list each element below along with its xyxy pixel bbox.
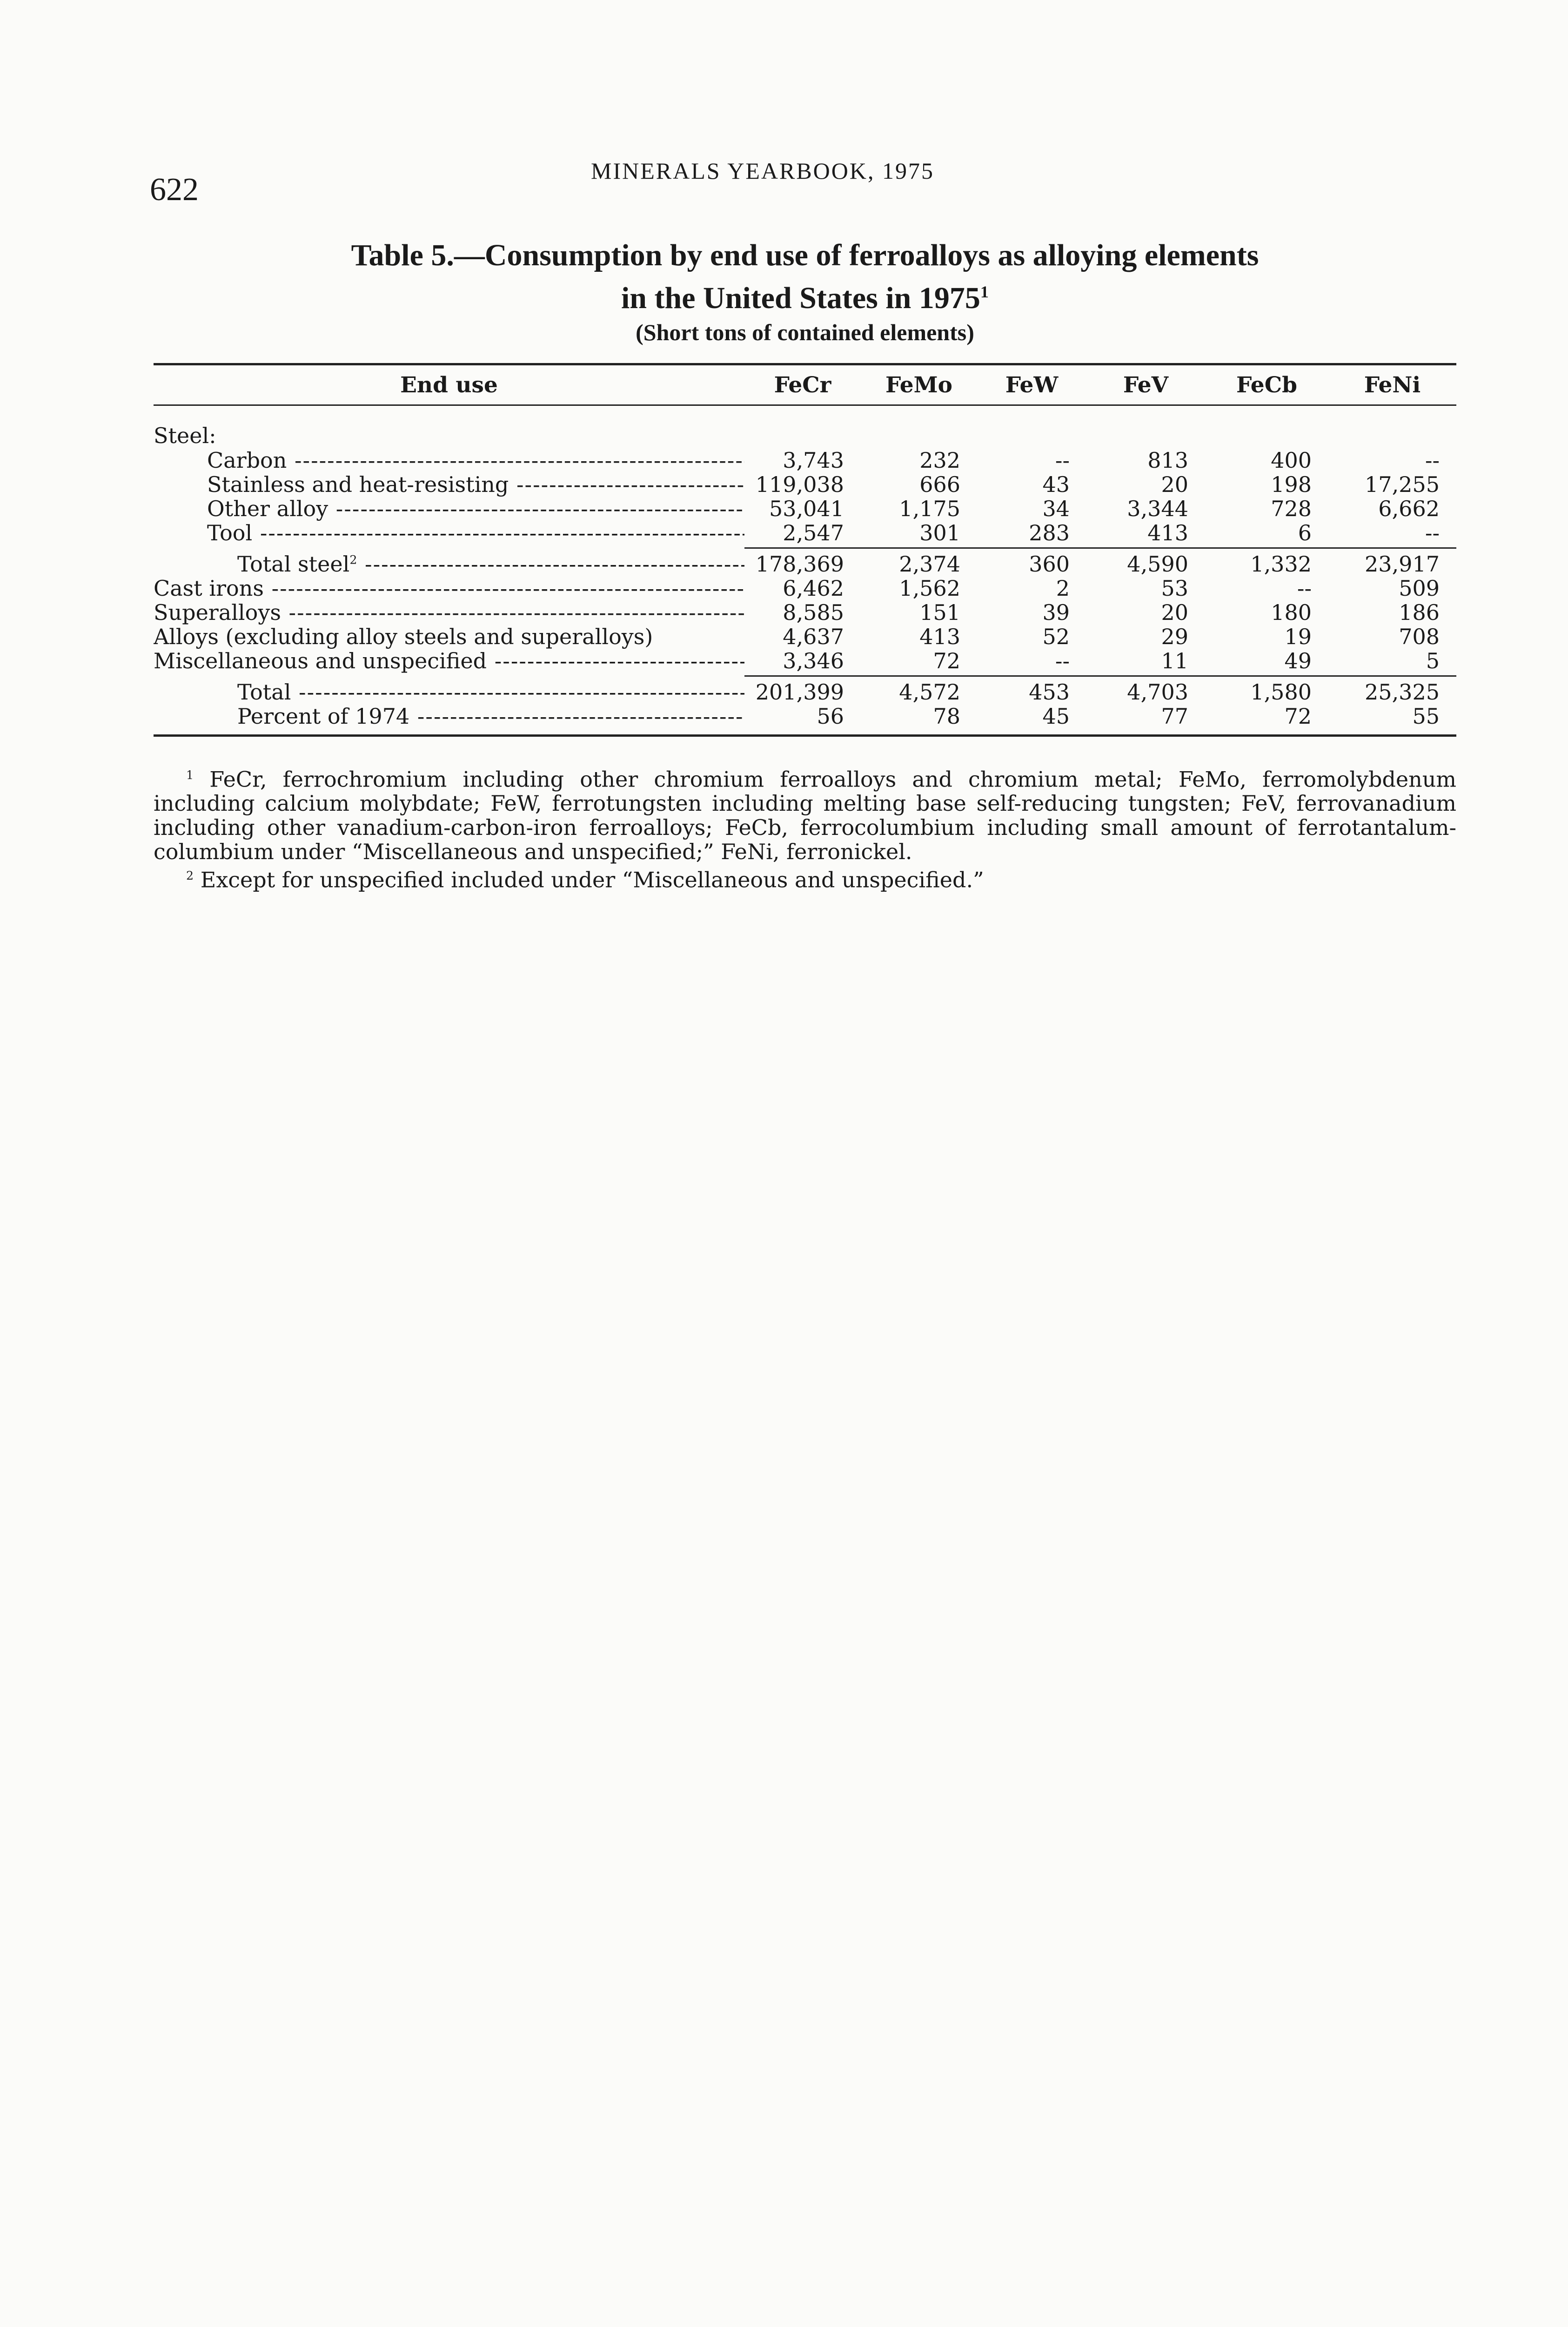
cell-value: 413: [1147, 520, 1188, 545]
cell-value: 4,572: [899, 679, 960, 705]
row-label: Other alloy -----: [154, 496, 744, 521]
footnote-2: [154, 864, 1456, 892]
footnote-1-text: FeCr, ferrochromium including other chromium ferroalloys and chromium metal; FeMo, ferromolybdenum including calcium molybdate; FeW, ferrotungsten including melting base self-reducing tungsten; FeV, ferrovanadium including other vanadium-carbon-iron ferroalloys; FeCb, ferrocolumbium including small amount of ferrotantalum-columbium under “Miscellaneous and unspecified;” FeNi, ferronickel.: [154, 767, 1456, 865]
cell-value: 39: [1042, 600, 1070, 625]
cell-value: 55: [1412, 704, 1440, 729]
row-label: Total -----: [154, 679, 744, 705]
cell-value: 178,369: [755, 551, 844, 577]
cell-value: 813: [1147, 448, 1188, 473]
cell-value: 19: [1284, 624, 1312, 649]
table-header-row: [154, 365, 1456, 404]
title-line-2: [154, 274, 1456, 316]
cell-value: 77: [1161, 704, 1188, 729]
cell-value: 25,325: [1365, 679, 1440, 705]
cell-value: 4,637: [783, 624, 844, 649]
cell-value: 20: [1161, 472, 1188, 497]
cell-value: 151: [919, 600, 960, 625]
cell-value: 4,590: [1127, 551, 1188, 577]
table-row: [154, 472, 1456, 496]
total-rule: [744, 675, 1456, 677]
header-femo: FeMo: [885, 372, 953, 398]
cell-value: 198: [1271, 472, 1312, 497]
table-row: [154, 624, 1456, 648]
cell-value: 45: [1042, 704, 1070, 729]
row-label: Tool -----: [154, 520, 744, 545]
title-line-2-text: in the United States in 1975: [621, 281, 980, 315]
header-fecr: FeCr: [774, 372, 831, 398]
cell-value: 728: [1271, 496, 1312, 521]
steel-heading-row: [154, 424, 1456, 448]
cell-value: 2,547: [783, 520, 844, 545]
cell-value: 1,332: [1250, 551, 1312, 577]
cell-value: 29: [1161, 624, 1188, 649]
cell-value: 56: [817, 704, 844, 729]
cell-value: 1,580: [1250, 679, 1312, 705]
cell-value: 232: [919, 448, 960, 473]
cell-value: 3,743: [783, 448, 844, 473]
cell-value: 360: [1029, 551, 1070, 577]
cell-value: 186: [1399, 600, 1440, 625]
title-footnote-mark: 1: [980, 282, 989, 301]
row-label: Miscellaneous and unspecified -----: [154, 648, 744, 673]
cell-value: 6,662: [1378, 496, 1440, 521]
steel-heading: Steel:: [154, 423, 216, 448]
cell-value: 72: [933, 648, 960, 673]
cell-value: 11: [1161, 648, 1188, 673]
leader-dots: [357, 551, 744, 577]
header-end-use: End use: [400, 372, 498, 398]
cell-value: --: [1297, 576, 1312, 601]
cell-value: 3,346: [783, 648, 844, 673]
cell-value: 2,374: [899, 551, 960, 577]
table-row: [154, 496, 1456, 520]
footnote-2-mark: 2: [186, 869, 194, 883]
row-label: [154, 551, 744, 577]
cell-value: 53: [1161, 576, 1188, 601]
cell-value: 78: [933, 704, 960, 729]
cell-value: 49: [1284, 648, 1312, 673]
cell-value: 119,038: [755, 472, 844, 497]
cell-value: 453: [1029, 679, 1070, 705]
footnotes: [154, 763, 1456, 892]
cell-value: 413: [919, 624, 960, 649]
cell-value: 6,462: [783, 576, 844, 601]
cell-value: 34: [1042, 496, 1070, 521]
row-label: Cast irons -----: [154, 576, 744, 601]
total-row: [154, 679, 1456, 704]
cell-value: 43: [1042, 472, 1070, 497]
page-number: 622: [150, 172, 199, 208]
title-line-1: Table 5.—Consumption by end use of ferroalloys as alloying elements: [351, 238, 1259, 272]
cell-value: 53,041: [769, 496, 844, 521]
total-steel-row: [154, 551, 1456, 576]
row-label: Superalloys -----: [154, 600, 744, 625]
header-fecb: FeCb: [1236, 372, 1297, 398]
cell-value: 3,344: [1127, 496, 1188, 521]
table-row: [154, 576, 1456, 600]
cell-value: 283: [1029, 520, 1070, 545]
cell-value: 201,399: [755, 679, 844, 705]
cell-value: 708: [1399, 624, 1440, 649]
row-label: Stainless and heat-resisting -----: [154, 472, 744, 497]
table-bottom-rule: [154, 734, 1456, 737]
cell-value: 8,585: [783, 600, 844, 625]
cell-value: 1,562: [899, 576, 960, 601]
cell-value: 72: [1284, 704, 1312, 729]
cell-value: 1,175: [899, 496, 960, 521]
row-label: Percent of 1974 -----: [154, 704, 744, 729]
data-table: [154, 363, 1456, 737]
cell-value: 400: [1271, 448, 1312, 473]
running-head: MINERALS YEARBOOK, 1975: [591, 158, 934, 184]
cell-value: --: [1425, 520, 1440, 545]
percent-row: [154, 704, 1456, 728]
cell-value: 20: [1161, 600, 1188, 625]
table-row: [154, 520, 1456, 545]
cell-value: 5: [1426, 648, 1440, 673]
cell-value: 509: [1399, 576, 1440, 601]
cell-value: --: [1425, 448, 1440, 473]
cell-value: 4,703: [1127, 679, 1188, 705]
total-steel-label: Total steel: [237, 551, 350, 577]
footnote-mark: 2: [349, 553, 357, 567]
footnote-2-text: Except for unspecified included under “Miscellaneous and unspecified.”: [200, 867, 984, 893]
footnote-1-mark: 1: [186, 768, 194, 782]
cell-value: 6: [1298, 520, 1312, 545]
header-feni: FeNi: [1364, 372, 1421, 398]
cell-value: 17,255: [1365, 472, 1440, 497]
cell-value: --: [1055, 448, 1070, 473]
cell-value: 23,917: [1365, 551, 1440, 577]
table-row: [154, 648, 1456, 673]
footnote-1: [154, 763, 1456, 864]
row-label: Carbon -----: [154, 448, 744, 473]
header-fev: FeV: [1123, 372, 1169, 398]
cell-value: 180: [1271, 600, 1312, 625]
cell-value: --: [1055, 648, 1070, 673]
cell-value: 666: [919, 472, 960, 497]
header-few: FeW: [1005, 372, 1059, 398]
cell-value: 301: [919, 520, 960, 545]
table-title: [154, 237, 1456, 347]
subtotal-rule: [744, 547, 1456, 549]
table-subtitle: (Short tons of contained elements): [636, 319, 974, 345]
cell-value: 52: [1042, 624, 1070, 649]
table-row: [154, 600, 1456, 624]
row-label: Alloys (excluding alloy steels and superalloys): [154, 624, 653, 649]
table-row: [154, 448, 1456, 472]
cell-value: 2: [1056, 576, 1070, 601]
